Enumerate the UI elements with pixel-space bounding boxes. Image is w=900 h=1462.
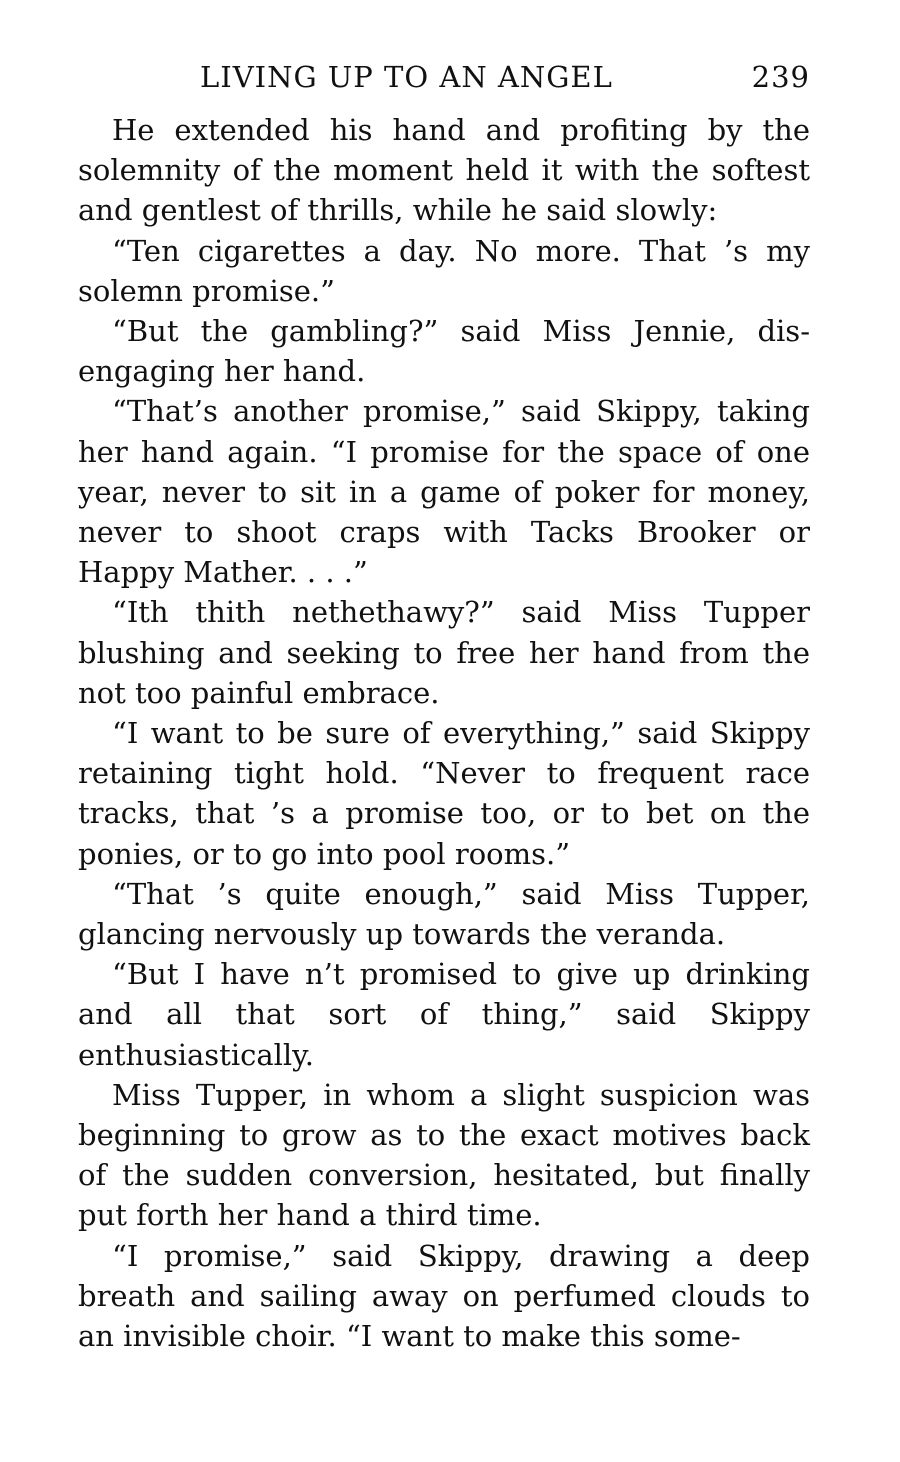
paragraph: “But the gambling?” said Miss Jennie, disengaging her hand. [78, 314, 810, 389]
paragraph: “That ’s quite enough,” said Miss Tupper, glancing nervously up towards the veranda. [78, 876, 810, 952]
book-page [78, 58, 810, 1356]
running-title: LIVING UP TO AN ANGEL [200, 60, 613, 94]
paragraph: “But I have n’t promised to give up drinking and all that sort of thing,” said Skippy enthusiastically. [78, 957, 810, 1072]
body-text [78, 110, 810, 1356]
page-number: 239 [751, 60, 810, 94]
paragraph: “Ith thith nethethawy?” said Miss Tupper blushing and seeking to free her hand from the not too painful embrace. [78, 595, 810, 710]
paragraph: He extended his hand and profiting by the solemnity of the moment held it with the softest and gentlest of thrills, while he said slowly: [78, 113, 810, 228]
running-header [78, 58, 810, 110]
paragraph: “I promise,” said Skippy, drawing a deep breath and sailing away on perfumed clouds to an invisible choir. “I want to make this some- [78, 1238, 810, 1354]
paragraph: “I want to be sure of everything,” said Skippy retaining tight hold. “Never to frequent race tracks, that ’s a promise too, or to bet on the ponies, or to go into pool rooms.” [78, 716, 810, 871]
paragraph: “That’s another promise,” said Skippy, taking her hand again. “I promise for the space of one year, never to sit in a game of poker for money, never to shoot craps with Tacks Brooker or Happy Mather. . . .” [78, 394, 810, 590]
paragraph: Miss Tupper, in whom a slight suspicion was beginning to grow as to the exact motives back of the sudden conversion, hesitated, but finally put forth her hand a third time. [78, 1077, 810, 1233]
paragraph: “Ten cigarettes a day. No more. That ’s my solemn promise.” [78, 233, 810, 308]
